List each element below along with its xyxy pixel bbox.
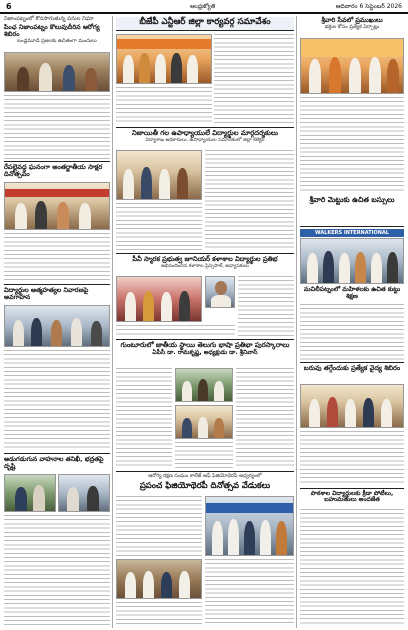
- story-body-text: [300, 509, 404, 625]
- story-photo: [300, 238, 404, 284]
- column-divider: [112, 16, 113, 628]
- story-body-text: [205, 559, 294, 625]
- story-headline: బీజేపీ ఎన్టీఆర్ జిల్లా కార్యవర్గ సమావేశం: [139, 17, 271, 27]
- story-divider: [116, 127, 294, 128]
- story-body-text: [116, 368, 172, 468]
- story-subhead: భక్తుల కోసం ప్రత్యేక ఏర్పాట్లు: [324, 23, 380, 30]
- story-headline: అడుగడుగున వాహనాల తనిఖీ, భద్రతపై దృష్టి: [4, 455, 104, 470]
- story-subhead: ఏపీసీ డా. రామకృష్ణ, అధ్యక్షుడు డా. శ్రీనివాస్: [152, 349, 258, 357]
- story-left-4: [4, 456, 110, 470]
- story-left-3: [4, 287, 110, 301]
- story-subhead: బండ్లమూడి ప్రజలకు ఉచితంగా మందులు: [17, 37, 97, 44]
- story-right-3: [300, 365, 404, 372]
- story-headline: మచిలీపట్నంలో మహిళలకు ఉచిత కుట్టు శిక్షణ: [303, 286, 401, 300]
- story-divider: [4, 161, 110, 162]
- story-photo: [205, 496, 294, 556]
- page-number: 6: [6, 2, 12, 11]
- story-body-text: [300, 97, 404, 193]
- story-photo: [175, 368, 233, 402]
- story-body-text: [4, 350, 110, 450]
- story-headline: పింఛ నిజాంపట్నం కొలువుదీరిన ఆరోగ్య శిబిరం: [4, 22, 100, 38]
- story-body-text: [116, 87, 212, 124]
- story-right-1-headline: [300, 196, 404, 204]
- portrait-photo: [205, 276, 235, 308]
- story-center-2: [116, 130, 294, 144]
- story-photo: [116, 276, 202, 322]
- story-body-text: [4, 515, 110, 625]
- story-body-text: [4, 233, 110, 281]
- story-subhead: ఆరోగ్య రక్షణ సంఘం కాలేజ్ ఆఫ్ ఫిజియోథెరపీ ఆధ్వర్యంలో: [148, 473, 262, 479]
- story-center-3: [116, 256, 294, 269]
- story-center-5: [116, 474, 294, 490]
- story-headline: రేపల్లెవద్ద ఘనంగా అంతర్జాతీయ సాక్షర దినోత్సవం: [4, 163, 103, 179]
- column-divider: [296, 16, 297, 628]
- story-headline: బరువు తగ్గేందుకు ప్రత్యేక వైద్య శిబిరం: [303, 364, 401, 372]
- story-body-text: [236, 368, 294, 468]
- story-kicker: నిజాంపట్నంలో కొనసాగుతున్న పనుల నిఘా: [4, 16, 94, 22]
- story-divider: [116, 471, 294, 472]
- story-body-text: [116, 602, 202, 625]
- story-photo: [175, 405, 233, 439]
- story-body-text: [238, 276, 294, 336]
- story-body-text: [116, 325, 235, 336]
- story-headline: ప్రపంచ ఫిజియోథెరపీ దినోత్సవ వేడుకలు: [139, 479, 271, 490]
- story-kicker: శ్రీవారి సేవలో ప్రముఖులు: [321, 16, 383, 24]
- story-photo: [300, 384, 404, 428]
- story-divider: [116, 339, 294, 340]
- story-divider: [300, 488, 404, 489]
- story-right-4: [300, 491, 404, 504]
- story-photo: [4, 474, 56, 512]
- story-right-2: [300, 287, 404, 300]
- story-headline: గుంటూరులో జాతీయ స్థాయి తెలుగు భాషా ప్రతిభా పురస్కారాలు: [120, 341, 290, 349]
- story-photo: [58, 474, 110, 512]
- story-headline: పీవీ స్మారక ప్రభుత్వ జూనియర్ కళాశాల విద్యార్థుల ప్రతిభ: [132, 255, 278, 263]
- story-headline: విద్యార్థుల ఆత్మహత్యల నివారణపై అవగాహన: [4, 286, 89, 301]
- story-photo: [4, 52, 110, 92]
- story-divider: [300, 362, 404, 363]
- story-headline: నిజాయితీ గల ఉపాధ్యాయులే విద్యార్థుల మార్గదర్శకులు: [131, 129, 279, 137]
- story-left-2: [4, 164, 110, 178]
- story-divider: [300, 226, 404, 227]
- story-divider: [4, 453, 110, 454]
- story-headline: శ్రీవారి మెట్టుకు ఉచిత బస్సులు: [309, 195, 395, 204]
- story-center-top: [116, 17, 294, 31]
- story-divider: [116, 253, 294, 254]
- story-body-text: [116, 203, 202, 250]
- story-body-text: [175, 442, 233, 468]
- story-body-text: [205, 150, 294, 250]
- story-photo: [300, 38, 404, 94]
- story-body-text: [300, 304, 404, 360]
- story-body-text: [214, 34, 294, 124]
- story-body-text: [116, 496, 202, 556]
- story-photo: [4, 182, 110, 230]
- story-headline: పాఠశాల విద్యార్థులకు క్రీడా పోటీలు, బహుమతులు అందజేత: [310, 490, 394, 504]
- walkers-banner: [300, 229, 404, 237]
- story-photo: [4, 305, 110, 347]
- story-body-text: [4, 95, 110, 159]
- story-body-text: [300, 431, 404, 485]
- story-right-1: [300, 17, 404, 30]
- paper-name: ఆంధ్రజ్యోతి: [190, 3, 216, 10]
- story-photo: [116, 34, 212, 84]
- story-center-4: [116, 342, 294, 357]
- story-photo: [116, 559, 202, 599]
- story-divider: [4, 284, 110, 285]
- issue-date: ఆదివారం 6 సెప్టెంబర్ 2026: [335, 3, 402, 10]
- story-photo: [116, 150, 202, 200]
- story-subhead: అభినందించిన కళాశాల ప్రిన్సిపాల్, అధ్యాపకులు: [161, 264, 249, 270]
- banner-label: WALKERS INTERNATIONAL: [315, 230, 389, 236]
- story-subhead: విద్యాశాఖ అధికారులు, ఉపాధ్యాయుల సమావేశంలో జిల్లా కలెక్టర్: [145, 138, 265, 144]
- masthead: [0, 0, 408, 14]
- story-left-1: [4, 17, 110, 44]
